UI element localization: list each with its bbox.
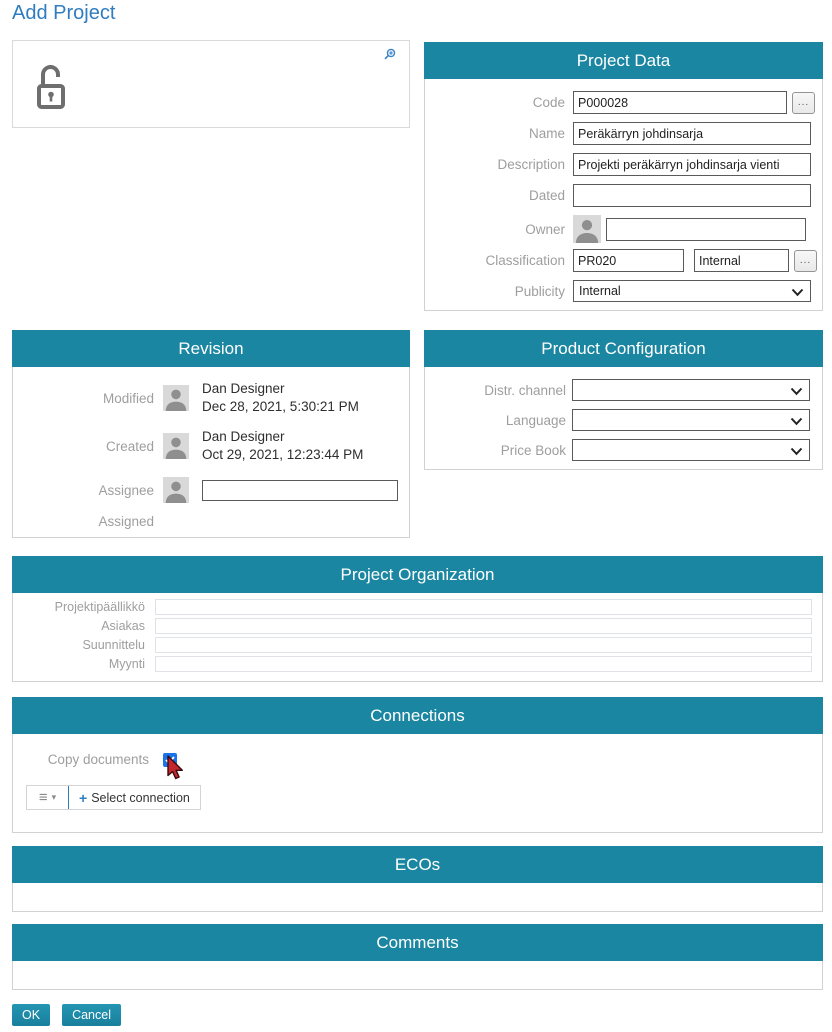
- myynti-input[interactable]: [155, 656, 812, 672]
- chevron-down-icon: [790, 387, 803, 396]
- connections-toolbar: [26, 785, 201, 810]
- asiakas-input[interactable]: [155, 618, 812, 634]
- select-connection-button[interactable]: [69, 786, 200, 809]
- owner-input[interactable]: [606, 218, 806, 241]
- price-book-label: Price Book: [500, 442, 566, 458]
- publicity-label: Publicity: [514, 283, 565, 299]
- classification-browse-button[interactable]: ...: [794, 250, 817, 272]
- comments-empty-list: [12, 961, 823, 990]
- name-input[interactable]: [573, 122, 811, 145]
- ecos-panel: [12, 846, 823, 912]
- owner-row: [425, 215, 822, 243]
- distr-channel-row: [425, 379, 822, 401]
- dated-label: Dated: [528, 188, 565, 203]
- ok-button[interactable]: OK: [12, 1004, 50, 1026]
- distr-channel-select[interactable]: [572, 379, 810, 401]
- footer-actions: [12, 1004, 121, 1026]
- suunnittelu-label: Suunnittelu: [82, 638, 145, 652]
- price-book-row: [425, 439, 822, 461]
- revision-panel: [12, 330, 410, 538]
- suunnittelu-input[interactable]: [155, 637, 812, 653]
- language-label: Language: [505, 412, 566, 428]
- created-user: Dan Designer: [202, 429, 285, 444]
- language-select[interactable]: [572, 409, 810, 431]
- asiakas-label: Asiakas: [101, 619, 145, 633]
- owner-avatar: [573, 215, 601, 243]
- assignee-row: [13, 476, 409, 504]
- modified-label: Modified: [102, 390, 154, 406]
- description-row: [425, 153, 822, 176]
- code-browse-button[interactable]: ...: [792, 92, 815, 114]
- project-data-panel: [424, 42, 823, 311]
- name-row: [425, 122, 822, 145]
- assigned-label: Assigned: [98, 514, 154, 529]
- hamburger-menu-icon: ≡: [38, 789, 48, 806]
- code-row: [425, 91, 822, 114]
- asiakas-row: [13, 618, 822, 634]
- publicity-value: Internal: [579, 284, 621, 298]
- projektipaallikko-row: [13, 599, 822, 615]
- open-lock-icon: [36, 63, 66, 111]
- modified-user: Dan Designer: [202, 381, 285, 396]
- ecos-header: ECOs: [12, 846, 823, 883]
- project-organization-header: Project Organization: [12, 556, 823, 593]
- modified-date: Dec 28, 2021, 5:30:21 PM: [202, 399, 359, 414]
- project-data-header: Project Data: [424, 42, 823, 79]
- distr-channel-label: Distr. channel: [484, 382, 566, 398]
- description-label: Description: [497, 157, 565, 172]
- page-title: Add Project: [12, 2, 116, 24]
- comments-panel: [12, 924, 823, 990]
- ecos-empty-list: [12, 883, 823, 912]
- classification-row: [425, 249, 822, 272]
- connections-header: Connections: [12, 697, 823, 734]
- publicity-row: [425, 280, 822, 302]
- modified-avatar: [163, 384, 189, 412]
- chevron-down-icon: [791, 288, 804, 297]
- chevron-down-icon: [790, 417, 803, 426]
- publicity-select[interactable]: [573, 280, 811, 302]
- product-configuration-panel: [424, 330, 823, 470]
- copy-documents-row: [13, 752, 822, 767]
- price-book-select[interactable]: [572, 439, 810, 461]
- revision-header: Revision: [12, 330, 410, 367]
- mouse-cursor: [167, 755, 186, 781]
- myynti-row: [13, 656, 822, 672]
- product-configuration-header: Product Configuration: [424, 330, 823, 367]
- code-input[interactable]: [573, 91, 787, 114]
- assignee-input[interactable]: [202, 480, 398, 501]
- projektipaallikko-label: Projektipäällikkö: [54, 600, 145, 614]
- dated-input[interactable]: [573, 184, 811, 207]
- zoom-in-icon[interactable]: [383, 48, 396, 61]
- project-image-box[interactable]: [12, 40, 410, 128]
- created-label: Created: [105, 438, 154, 454]
- classification-name-input[interactable]: [694, 249, 789, 272]
- language-row: [425, 409, 822, 431]
- assignee-avatar: [163, 476, 189, 504]
- chevron-down-icon: [790, 447, 803, 456]
- connections-panel: [12, 697, 823, 833]
- created-date: Oct 29, 2021, 12:23:44 PM: [202, 447, 364, 462]
- myynti-label: Myynti: [108, 657, 145, 671]
- plus-icon: +: [79, 789, 88, 806]
- suunnittelu-row: [13, 637, 822, 653]
- classification-code-input[interactable]: [573, 249, 684, 272]
- name-label: Name: [528, 126, 565, 141]
- owner-label: Owner: [525, 221, 565, 237]
- project-organization-panel: [12, 556, 823, 682]
- select-connection-label: Select connection: [91, 790, 190, 805]
- created-row: [13, 428, 409, 464]
- assigned-row: [13, 514, 409, 529]
- connections-menu-button[interactable]: [27, 786, 68, 809]
- assignee-label: Assignee: [98, 482, 154, 498]
- comments-header: Comments: [12, 924, 823, 961]
- description-input[interactable]: [573, 153, 811, 176]
- dated-row: [425, 184, 822, 207]
- code-label: Code: [532, 95, 565, 110]
- classification-label: Classification: [485, 253, 565, 268]
- copy-documents-label: Copy documents: [47, 752, 149, 767]
- modified-row: [13, 380, 409, 416]
- caret-down-icon: ▾: [51, 792, 57, 802]
- cancel-button[interactable]: Cancel: [62, 1004, 121, 1026]
- projektipaallikko-input[interactable]: [155, 599, 812, 615]
- created-avatar: [163, 432, 189, 460]
